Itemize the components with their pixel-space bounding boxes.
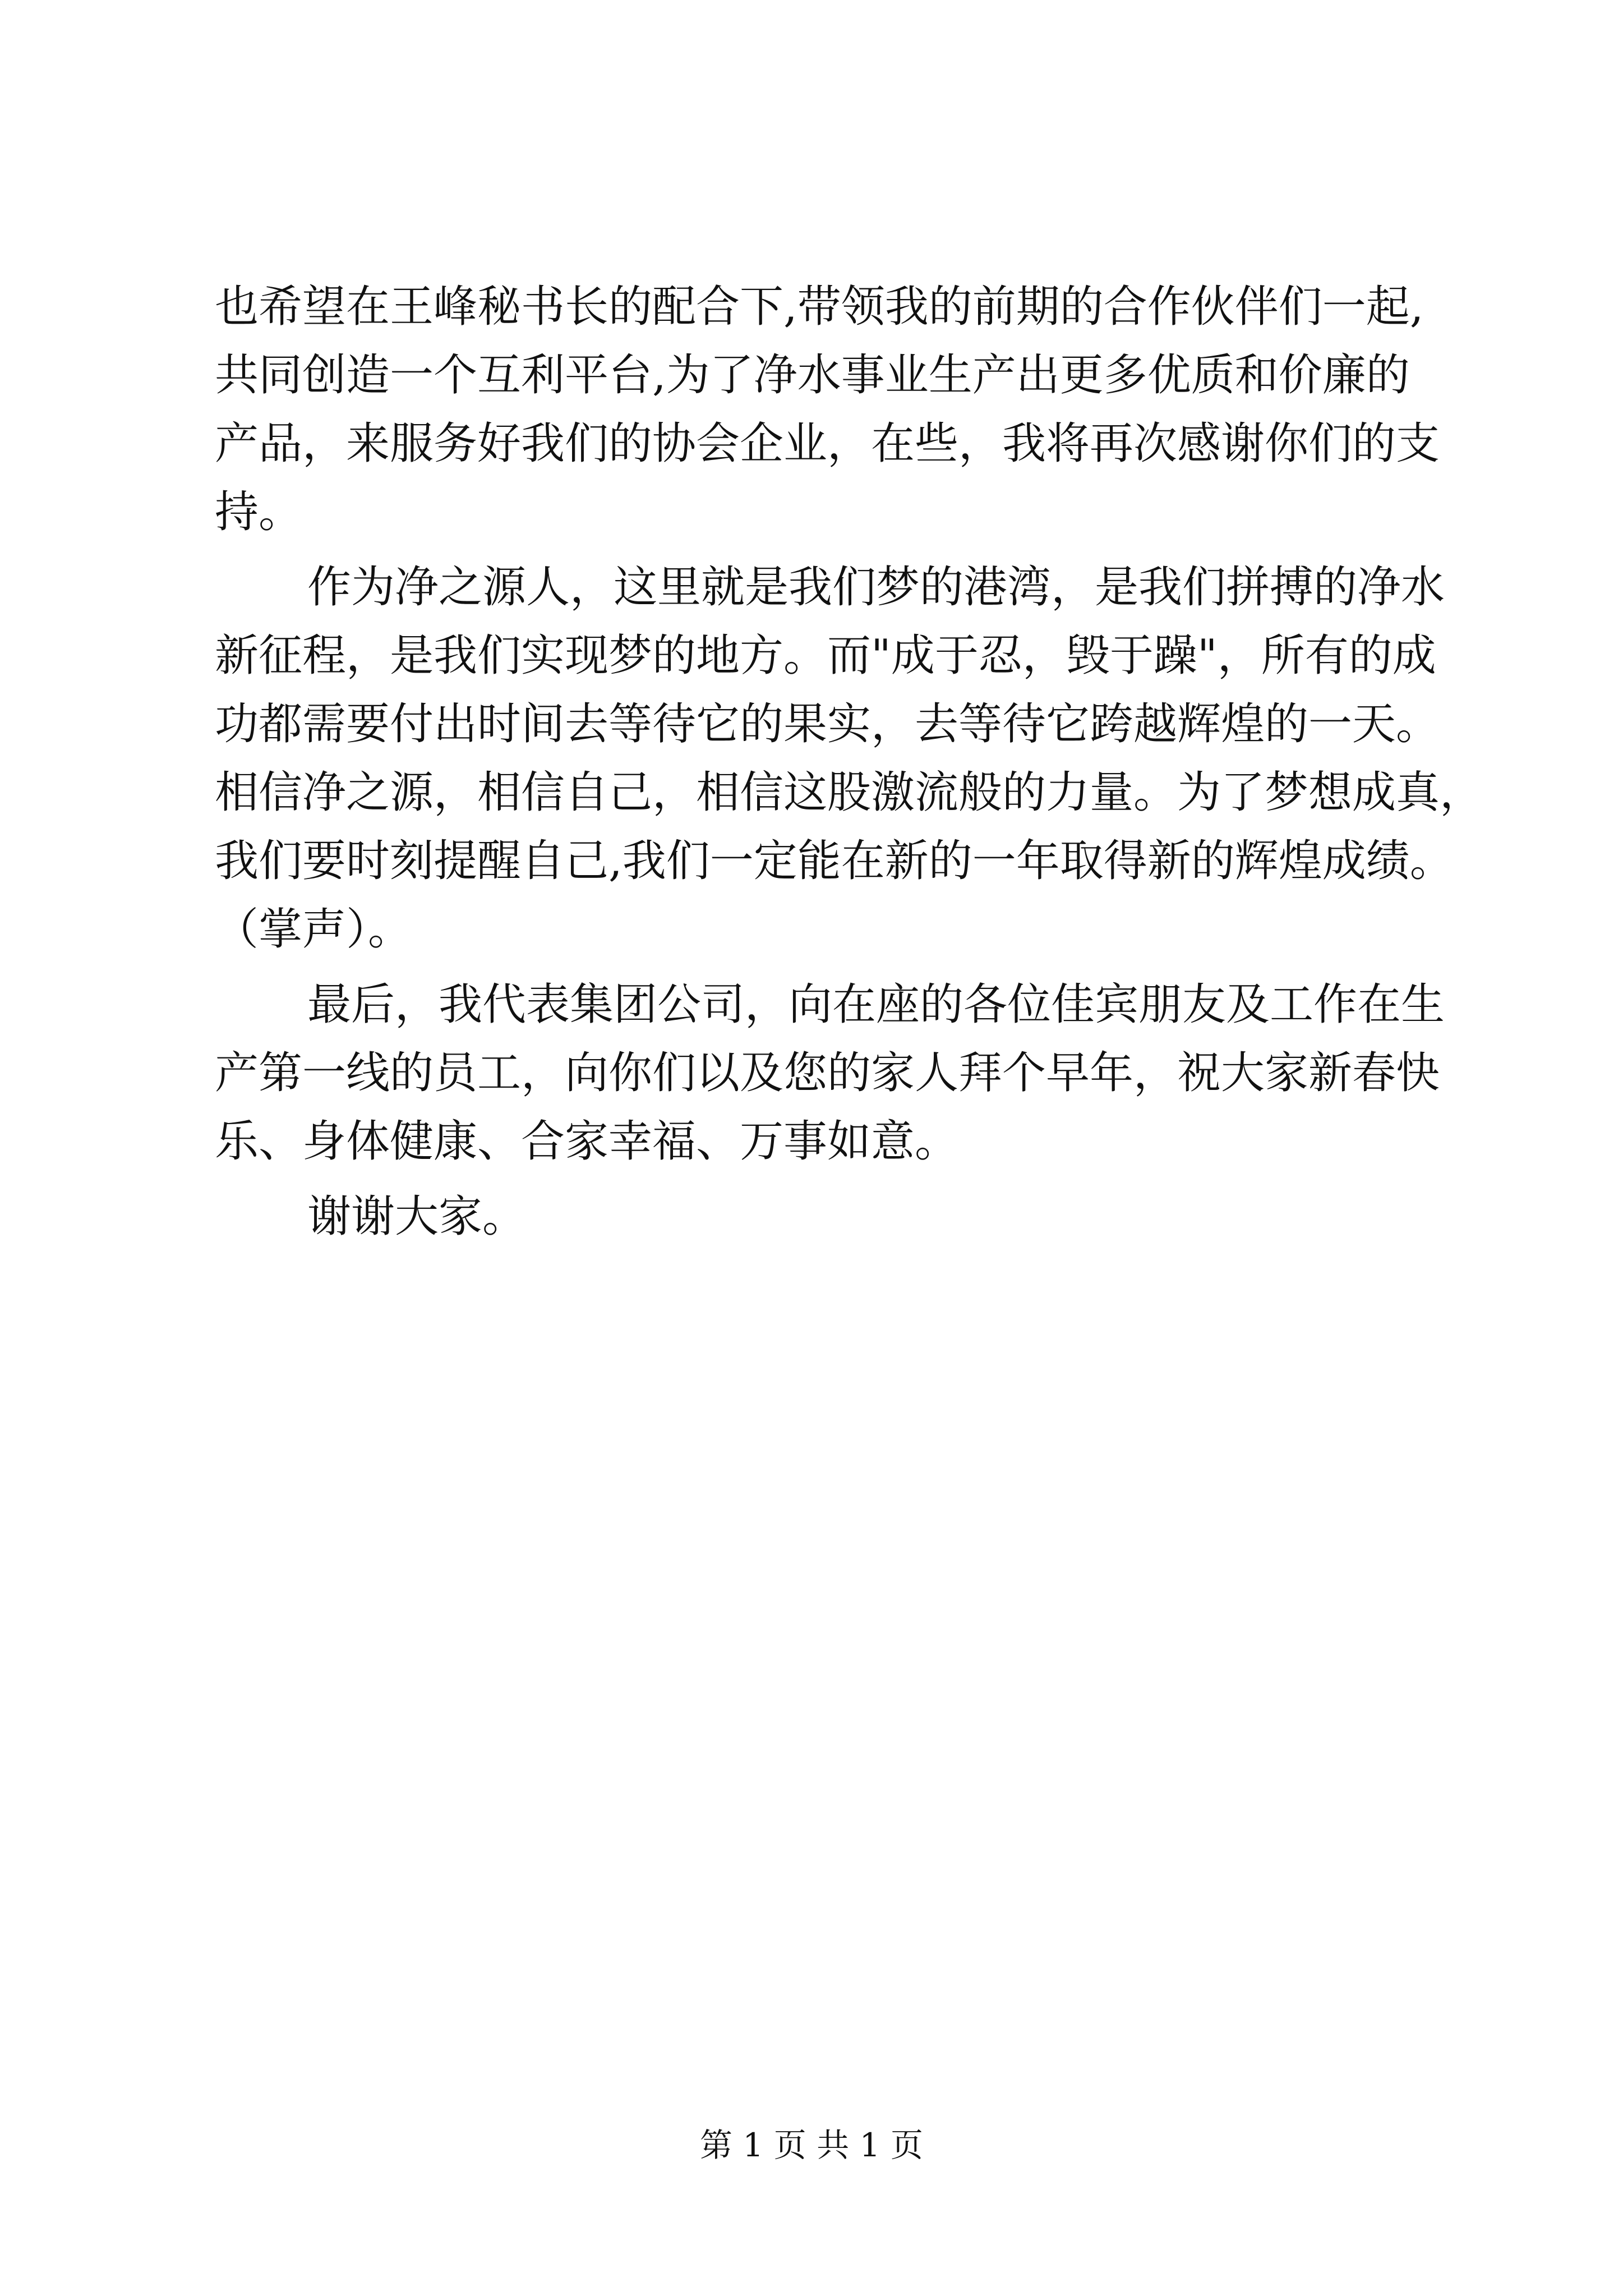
body-text-line: 我们要时刻提醒自己,我们一定能在新的一年取得新的辉煌成绩。 (215, 836, 1454, 886)
body-text-line: 相信净之源，相信自己，相信这股激流般的力量。为了梦想成真， (215, 767, 1484, 818)
body-text-line: 谢谢大家。 (307, 1191, 527, 1242)
body-text-line: 也希望在王峰秘书长的配合下,带领我的前期的合作伙伴们一起, (215, 282, 1424, 332)
body-text-line: 乐、身体健康、合家幸福、万事如意。 (215, 1116, 959, 1167)
body-text-line: 产品，来服务好我们的协会企业，在些，我将再次感谢你们的支 (215, 418, 1440, 469)
body-text-line: 新征程，是我们实现梦的地方。而"成于忍，毁于躁"，所有的成 (215, 631, 1436, 681)
page-footer: 第 1 页 共 1 页 (700, 2126, 923, 2164)
body-text-line: 功都需要付出时间去等待它的果实，去等待它跨越辉煌的一天。 (215, 699, 1440, 749)
body-text-line: （掌声）。 (215, 904, 412, 955)
body-text-line: 持。 (215, 487, 303, 537)
body-text-line: 共同创造一个互利平台,为了净水事业生产出更多优质和价廉的 (215, 350, 1410, 401)
body-text-line: 产第一线的员工，向你们以及您的家人拜个早年，祝大家新春快 (215, 1048, 1440, 1098)
body-text-line: 作为净之源人，这里就是我们梦的港湾，是我们拼搏的净水 (307, 562, 1445, 613)
body-text-line: 最后，我代表集团公司，向在座的各位佳宾朋友及工作在生 (307, 979, 1445, 1030)
